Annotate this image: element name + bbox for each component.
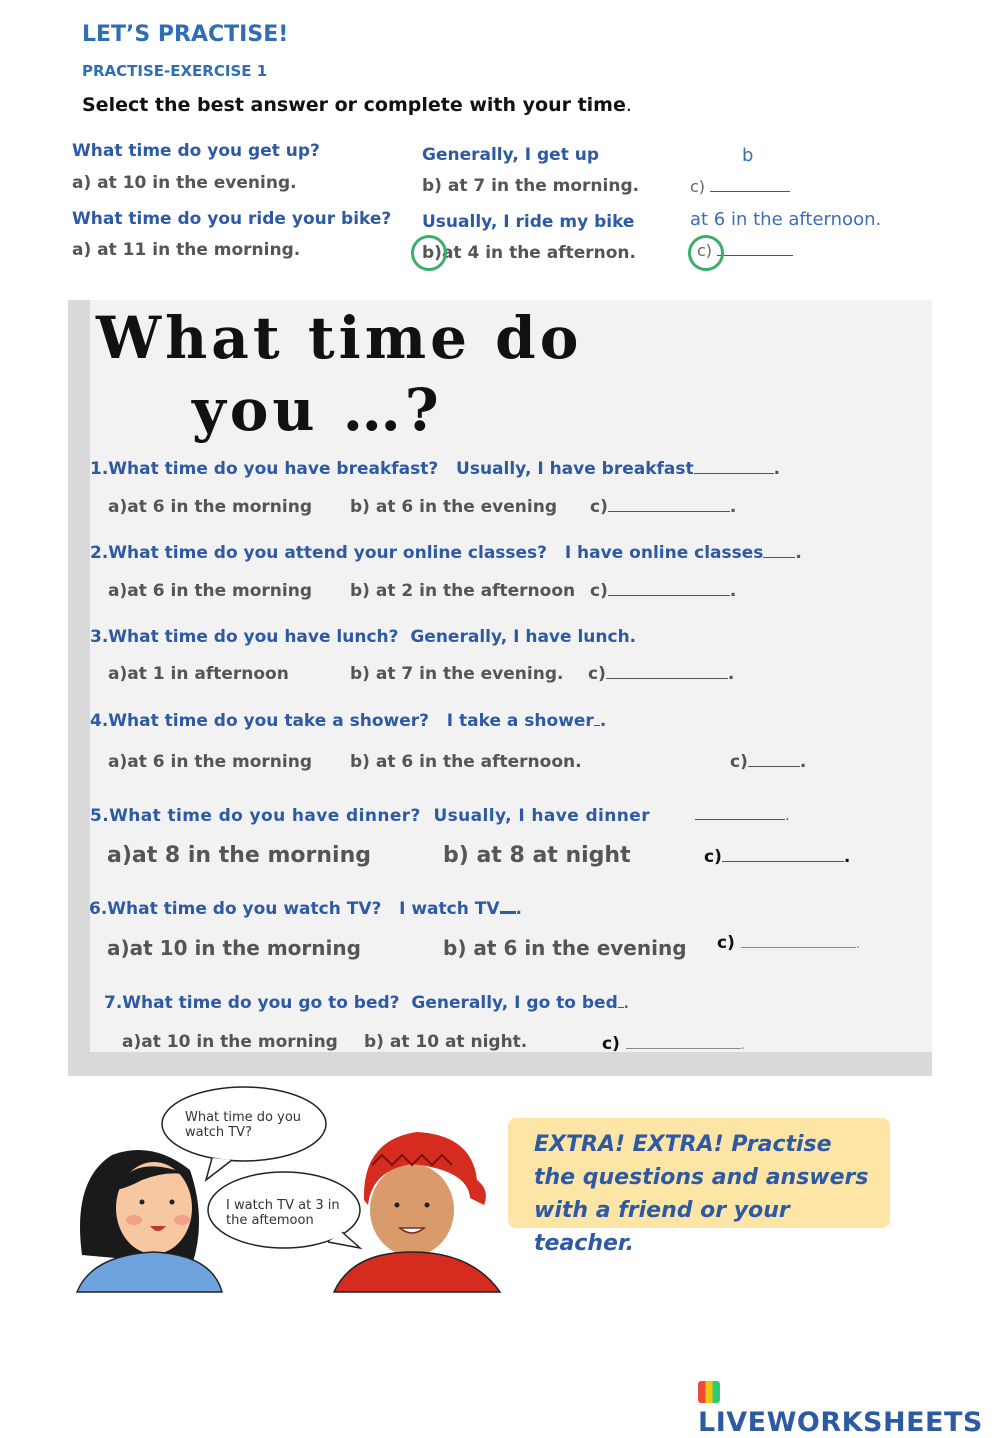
question-4: 4.What time do you take a shower? I take a shower .	[90, 711, 607, 731]
q4-option-a[interactable]: a)at 6 in the morning	[108, 752, 313, 772]
speech-bubble-2-text: I watch TV at 3 in the aftemoon	[226, 1198, 340, 1228]
q6-option-b[interactable]: b) at 6 in the evening	[443, 936, 687, 960]
q5-blank[interactable]: .	[695, 808, 789, 824]
conversation-illustration	[72, 1080, 502, 1295]
q3-option-a[interactable]: a)at 1 in afternoon	[108, 664, 289, 684]
q6-option-a[interactable]: a)at 10 in the morning	[107, 936, 361, 960]
example1-option-c: c)	[690, 177, 790, 196]
q4-option-c[interactable]: c) .	[730, 752, 807, 772]
question-1: 1.What time do you have breakfast? Usually, I have breakfast .	[90, 459, 781, 479]
example2-stem: Usually, I ride my bike	[422, 212, 635, 232]
q1-option-a[interactable]: a)at 6 in the morning	[108, 497, 313, 517]
option-b-selection-circle	[411, 235, 447, 271]
page-title: LET’S PRACTISE!	[82, 22, 289, 47]
example2-option-c: c)	[697, 241, 793, 260]
q2-option-a[interactable]: a)at 6 in the morning	[108, 581, 313, 601]
speech-bubble-1-text: What time do you watch TV?	[185, 1110, 302, 1140]
liveworksheets-logo[interactable]: LIVEWORKSHEETS	[698, 1376, 1000, 1438]
girl-figure	[77, 1150, 222, 1292]
example1-option-a: a) at 10 in the evening.	[72, 173, 297, 193]
question-6: 6.What time do you watch TV? I watch TV .	[89, 899, 522, 919]
exercise-subtitle: PRACTISE-EXERCISE 1	[82, 62, 268, 80]
instruction: Select the best answer or complete with your time.	[82, 94, 632, 116]
q7-option-a[interactable]: a)at 10 in the morning	[122, 1032, 338, 1052]
q7-option-b[interactable]: b) at 10 at night.	[364, 1032, 528, 1052]
section-title-line1: What time do	[96, 304, 583, 372]
example1-stem: Generally, I get up	[422, 145, 600, 165]
option-c-selection-circle	[688, 235, 724, 271]
logo-icon	[698, 1381, 720, 1403]
example1-question: What time do you get up?	[72, 141, 320, 161]
example2-option-a: a) at 11 in the morning.	[72, 240, 301, 260]
q3-option-b[interactable]: b) at 7 in the evening.	[350, 664, 564, 684]
q2-option-c[interactable]: c) .	[590, 581, 737, 601]
question-2: 2.What time do you attend your online classes? I have online classes .	[90, 543, 802, 563]
example2-question: What time do you ride your bike?	[72, 209, 392, 229]
q7-option-c[interactable]: c) .	[602, 1034, 745, 1054]
q1-option-b[interactable]: b) at 6 in the evening	[350, 497, 557, 517]
question-3: 3.What time do you have lunch? Generally, I have lunch.	[90, 627, 637, 647]
q3-option-c[interactable]: c) .	[588, 664, 735, 684]
q6-option-c[interactable]: c) .	[717, 933, 860, 953]
q5-option-c[interactable]: c) .	[704, 847, 851, 867]
q5-option-b[interactable]: b) at 8 at night	[443, 843, 631, 868]
q4-option-b[interactable]: b) at 6 in the afternoon.	[350, 752, 582, 772]
example1-answer: b	[742, 145, 754, 166]
example2-option-b: b)at 4 in the afternon.	[422, 243, 636, 263]
q2-option-b[interactable]: b) at 2 in the afternoon	[350, 581, 576, 601]
question-7: 7.What time do you go to bed? Generally, I go to bed .	[104, 993, 629, 1013]
extra-note-text: EXTRA! EXTRA! Practise the questions and answers with a friend or your teacher.	[534, 1132, 869, 1256]
q5-option-a[interactable]: a)at 8 in the morning	[107, 843, 372, 868]
example1-option-b: b) at 7 in the morning.	[422, 176, 640, 196]
example2-answer: at 6 in the afternoon.	[690, 209, 882, 230]
question-5: 5.What time do you have dinner? Usually, I have dinner	[90, 806, 651, 826]
section-title-line2: you …?	[192, 376, 443, 444]
q1-option-c[interactable]: c) .	[590, 497, 737, 517]
